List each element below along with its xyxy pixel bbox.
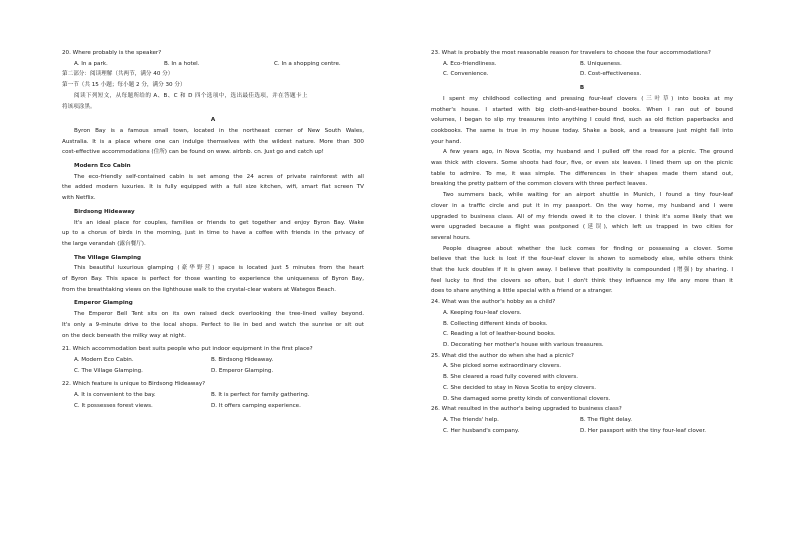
question-25-stem: 25. What did the author do when she had a picnic?	[431, 352, 574, 359]
text-line: The eco-friendly self-contained cabin is set among the 24 acres of private rainforest with all	[74, 173, 364, 180]
text-line: up to a chorus of birds in the morning, just in time to have a coffee with friends in the privacy of	[62, 230, 364, 237]
text-line: upgraded to business class. All of my friends owed it to the clover. I think it's some likely that we	[431, 213, 733, 220]
text-line: with Netflix.	[62, 195, 96, 202]
passage-b-paragraph	[431, 244, 733, 298]
option: D. Her passport with the tiny four-leaf clover.	[580, 427, 707, 434]
text-line: were upgraded because a flight was postponed (延误), which left us trapped in two cities for	[431, 224, 733, 231]
text-line: from the breathtaking views on the lighthouse walk to the crystal-clear waters at Wategos Beach.	[62, 286, 337, 293]
option: D. It offers camping experience.	[211, 402, 301, 409]
option: C. The Village Glamping.	[74, 367, 143, 374]
question-26-options	[431, 415, 733, 426]
option: D. Cost-effectiveness.	[580, 71, 642, 78]
question-21-stem: 21. Which accommodation best suits people who put indoor equipment in the first place?	[62, 346, 313, 353]
option: A. She picked some extraordinary clovers.	[443, 363, 562, 370]
passage-label: A	[210, 117, 216, 124]
question-21-options	[62, 366, 364, 377]
option: C. Reading a lot of leather-bound books.	[443, 331, 556, 338]
section-heading: Modern Eco Cabin	[74, 163, 131, 170]
question-20-options	[62, 59, 364, 70]
passage-b-paragraph	[431, 94, 733, 148]
passage-b-paragraph	[431, 147, 733, 190]
option: C. She decided to stay in Nova Scotia to enjoy clovers.	[443, 384, 596, 391]
text-line: It's only a 9-minute drive to the local shops. Perfect to lie in bed and watch the sunrise or sit out	[62, 321, 364, 328]
option: B. It is perfect for family gathering.	[211, 392, 310, 399]
question-23-options	[431, 59, 733, 70]
passage-label: B	[579, 85, 585, 92]
text-line: A few years ago, in Nova Scotia, my husband and I pulled off the road for a picnic. The ground	[443, 149, 733, 156]
text-line: Australia. It is a place where one can indulge themselves with the wildest nature. More than 300	[62, 138, 364, 145]
option: C. Her husband's company.	[443, 427, 520, 434]
option: B. Uniqueness.	[580, 60, 622, 67]
subsection-title: 第一节（共 15 小题；每小题 2 分，满分 30 分）	[62, 82, 186, 89]
question-26-stem: 26. What resulted in the author's being upgraded to business class?	[431, 406, 622, 413]
text-line: on the deck beneath the milky way at night.	[62, 332, 187, 339]
section-heading: The Village Glamping	[74, 254, 142, 261]
question-20-stem: 20. Where probably is the speaker?	[62, 50, 162, 56]
option: A. Eco-friendliness.	[443, 60, 497, 67]
question-22-stem: 22. Which feature is unique to Birdsong Hideaway?	[62, 381, 206, 388]
left-column	[62, 48, 364, 412]
text-line: clover in a traffic circle and put it in my passport. On the way home, my husband and I were	[431, 202, 733, 209]
text-line: cost-effective accommodations (住所) can be found on www. airbnb. cn. Just go and catch up!	[62, 149, 324, 156]
text-line: mother's house. I started with big cloth-and-leather-bound books. When I ran out of bound	[431, 106, 733, 113]
option: B. The flight delay.	[580, 416, 632, 423]
option: A. Modern Eco Cabin.	[74, 356, 134, 363]
option: C. It possesses forest views.	[74, 402, 153, 409]
text-line: feel lucky to find the clovers so often, but I don't think they influence my life any more than it	[431, 277, 733, 284]
passage-b-paragraph	[431, 190, 733, 244]
text-line: the large verandah (露台餐厅).	[62, 240, 146, 247]
text-line: believe that the luck is lost if the four-leaf clover is shown to somebody else, while others think	[431, 256, 733, 263]
option: B. She cleared a road fully covered with clovers.	[443, 374, 579, 381]
instructions-line: 将该项涂黑。	[62, 103, 96, 110]
text-line: Byron Bay is a famous small town, located in the northeast corner of New South Wales,	[74, 127, 364, 134]
instructions-line: 阅读下列短文，从每题所给的 A、B、C 和 D 四个选项中，选出最佳选项，并在答题卡上	[74, 92, 308, 99]
section-heading: Birdsong Hideaway	[74, 208, 135, 215]
section-heading: Emperor Glamping	[74, 300, 133, 307]
text-line: the added modern luxuries. It is fully equipped with a full size kitchen, wifi, smart flat screen TV	[62, 184, 364, 191]
text-line: your hand.	[431, 138, 462, 145]
question-26-options	[431, 426, 733, 437]
text-line: People disagree about whether the luck comes for finding or possessing a clover. Some	[443, 245, 733, 252]
option: D. Decorating her mother's house with various treasures.	[443, 341, 604, 348]
option: B. Birdsong Hideaway.	[211, 356, 274, 363]
text-line: table to admire. To me, it was simple. The differences in their shapes made them stand out,	[431, 170, 733, 177]
question-23-options	[431, 69, 733, 80]
right-column	[431, 48, 733, 436]
section-body	[62, 172, 364, 204]
text-line: that the luck doubles if it is given away. I believe that positivity is compounded (增强) by sharing. I	[431, 267, 733, 274]
question-24-stem: 24. What was the author's hobby as a child?	[431, 299, 556, 306]
text-line: breaking the pretty pattern of the common clovers with three perfect leaves.	[431, 181, 648, 188]
text-line: I spent my childhood collecting and pressing four-leaf clovers (三叶草) into books at my	[443, 95, 733, 102]
option: B. Collecting different kinds of books.	[443, 320, 548, 327]
text-line: of Byron Bay. This space is perfect for those wanting to experience the uniqueness of Byron Bay,	[62, 276, 364, 283]
option: C. Convenience.	[443, 71, 489, 78]
option: A. Keeping four-leaf clovers.	[443, 309, 522, 316]
question-21-options	[62, 355, 364, 366]
text-line: volumes, I began to slip my treasures into anything I could find, such as old fiction paperbacks and	[431, 117, 733, 124]
text-line: Two summers back, while waiting for an airport shuttle in Munich, I found a tiny four-leaf	[443, 192, 733, 199]
option: A. In a park.	[74, 60, 108, 67]
option: A. It is convenient to the bay.	[74, 392, 156, 399]
option: D. She damaged some pretty kinds of conventional clovers.	[443, 395, 611, 402]
text-line: This beautiful luxurious glamping (豪华野营) space is located just 5 minutes from the heart	[74, 265, 364, 272]
text-line: It's an ideal place for couples, families or friends to get together and enjoy Byron Bay. Wake	[74, 219, 364, 226]
section-body	[62, 309, 364, 341]
option: D. Emperor Glamping.	[211, 367, 274, 374]
text-line: The Emperor Bell Tent sits on its own raised deck overlooking the tree-lined valley beyond.	[74, 311, 364, 318]
question-23-stem: 23. What is probably the most reasonable reason for travelers to choose the four accommodations?	[431, 50, 711, 56]
text-line: cookbooks. The same is true in my house today. Shake a book, and a treasure just might fall into	[431, 127, 733, 134]
text-line: does to share anything a little special with a friend or a stranger.	[431, 288, 613, 295]
section-body	[62, 263, 364, 295]
question-22-options	[62, 401, 364, 412]
text-line: was thick with clovers. Some shoots had four, five, or even six leaves. I lined them up on the picnic	[431, 160, 733, 167]
passage-a-intro	[62, 126, 364, 158]
section-title: 第二部分：阅读理解（共两节，满分 40 分）	[62, 71, 174, 78]
text-line: several hours.	[431, 234, 471, 241]
option: A. The friends' help.	[443, 416, 499, 423]
option: C. In a shopping centre.	[274, 60, 341, 67]
section-body	[62, 218, 364, 250]
option: B. In a hotel.	[164, 60, 200, 67]
question-22-options	[62, 390, 364, 401]
